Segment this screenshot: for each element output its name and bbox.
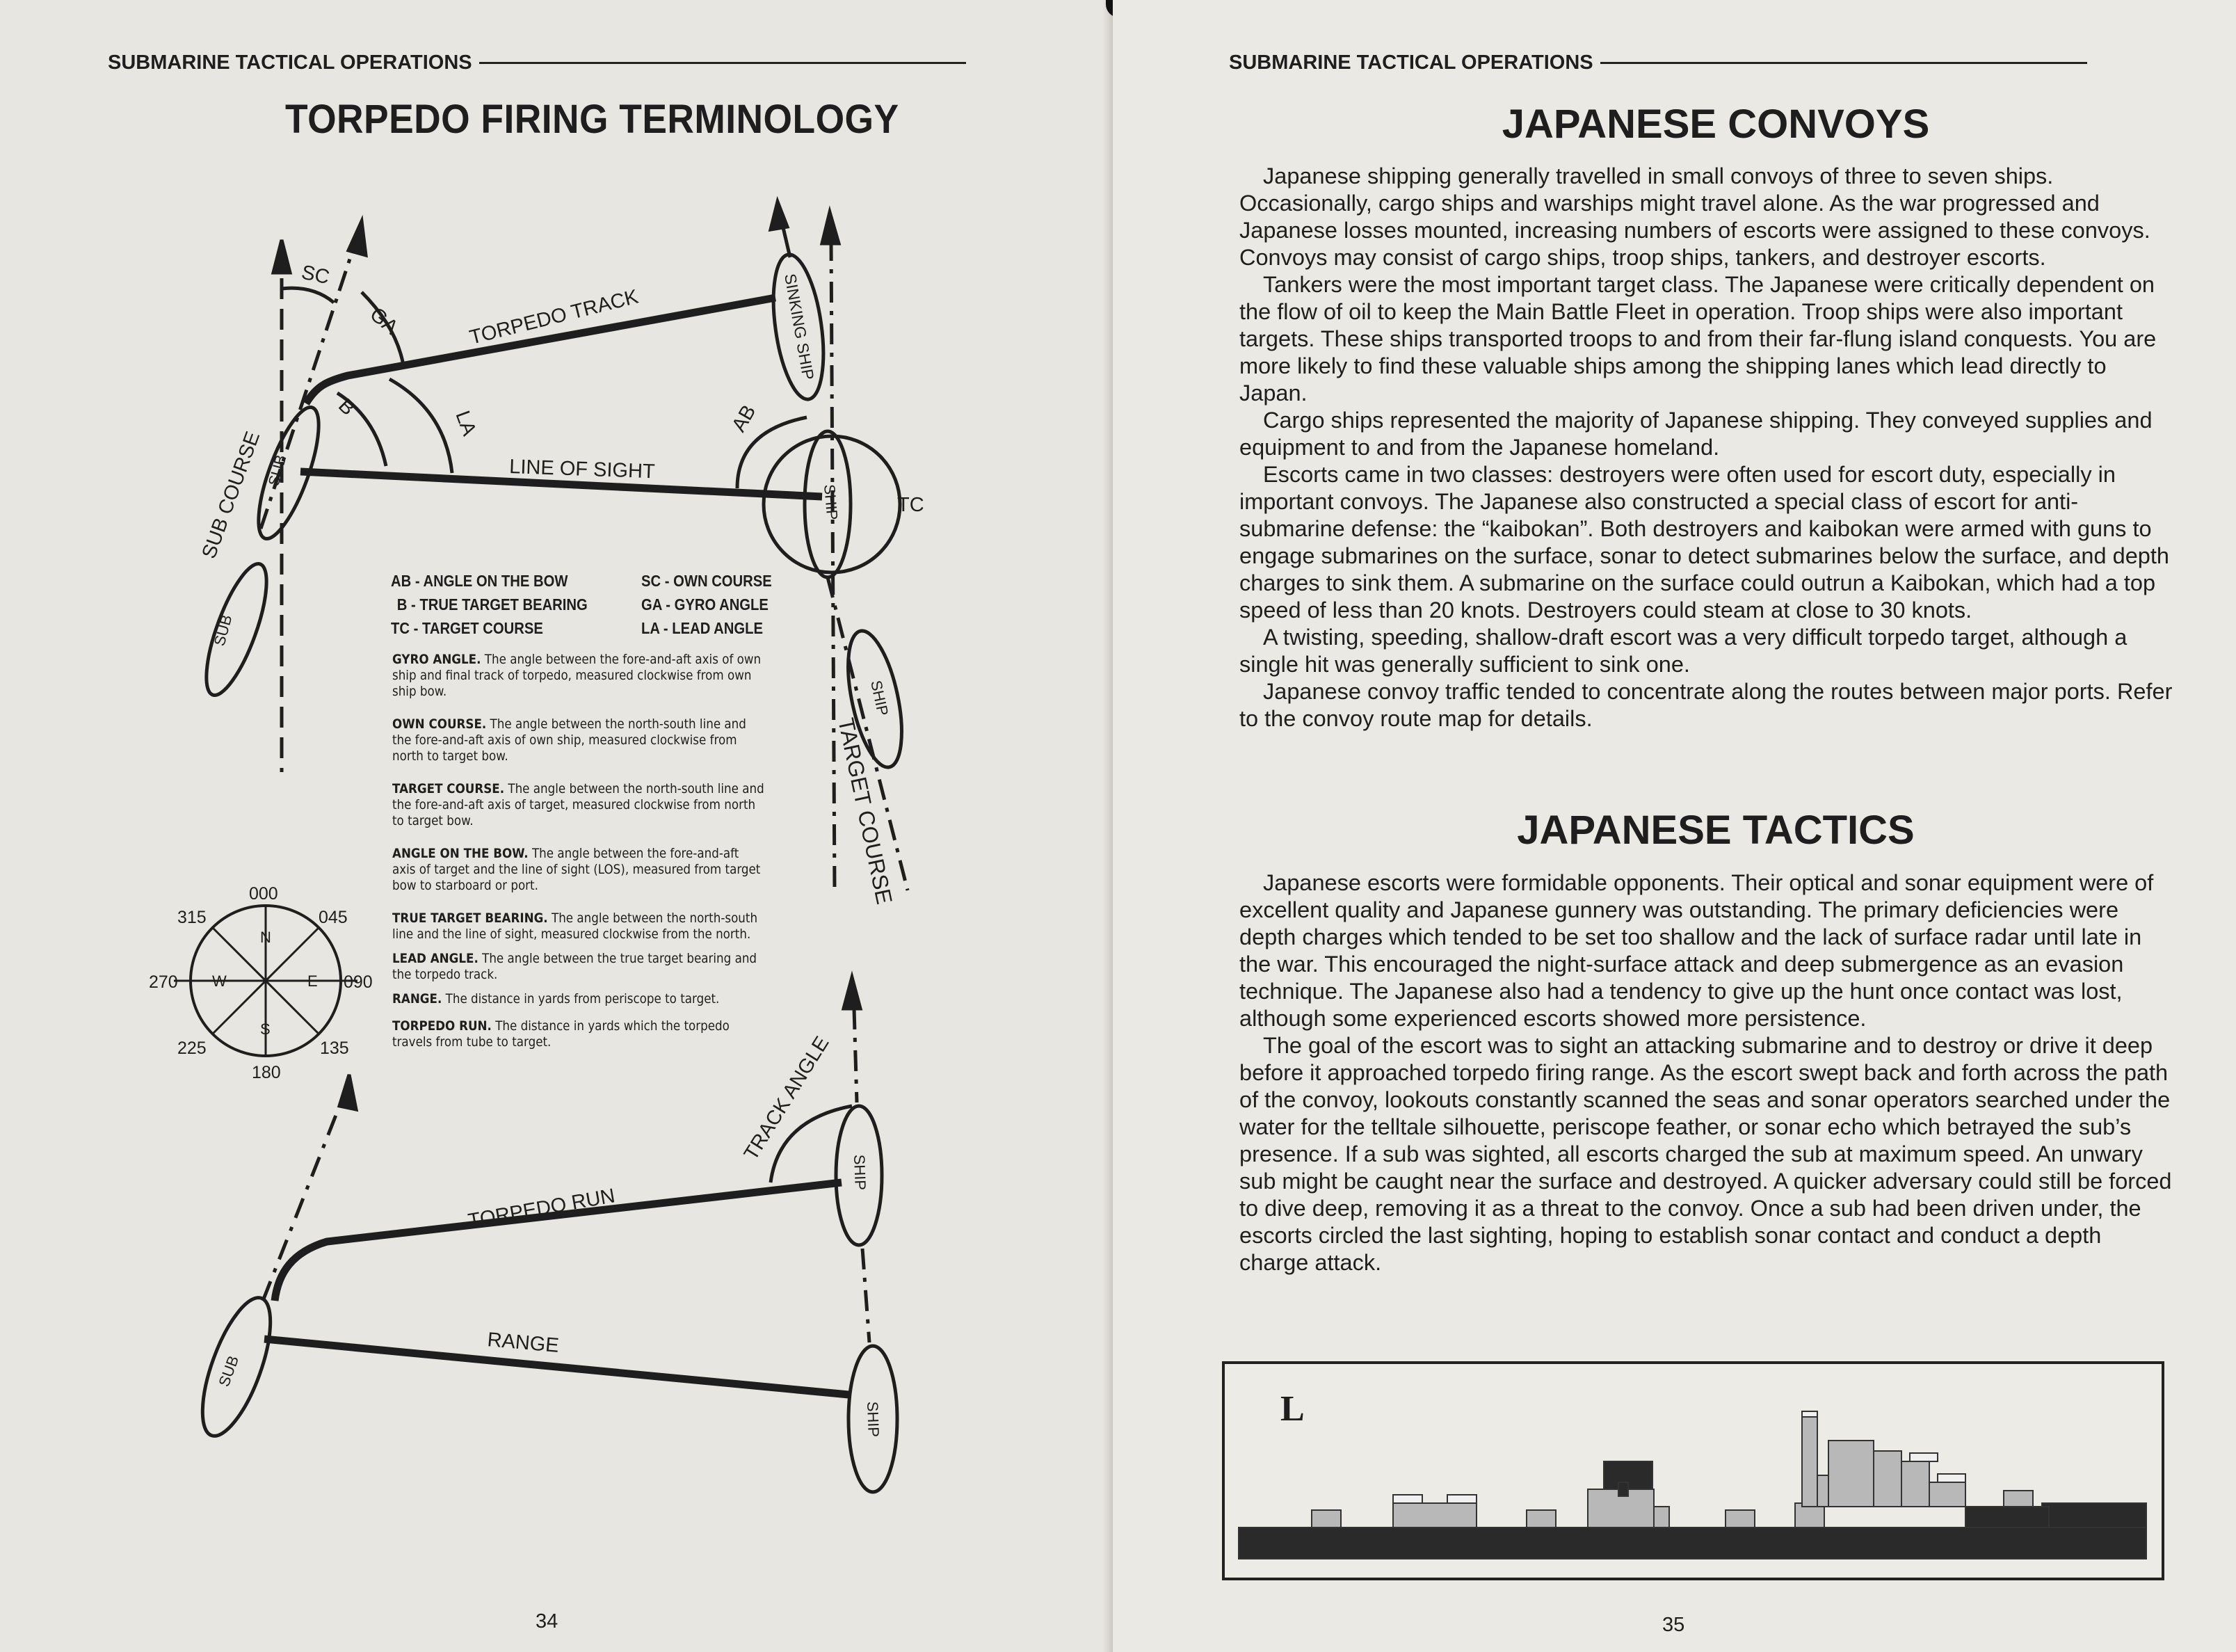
definitions-list: [392, 652, 766, 1067]
la-arc: [389, 379, 452, 473]
mast-top: [1802, 1411, 1817, 1417]
label-line-of-sight: LINE OF SIGHT: [508, 456, 656, 483]
superstructure-step: [1874, 1451, 1901, 1507]
compass-315: 315: [177, 908, 207, 927]
aft-house: [1929, 1482, 1965, 1507]
convoys-body: [1239, 163, 2175, 732]
abbr-ga: GA - GYRO ANGLE: [641, 595, 769, 614]
label-ship-3: SHIP: [851, 1154, 869, 1191]
def-true-target-bearing: TRUE TARGET BEARING. The angle between the north-south line and the line of sight, measured clockwise from the north.: [392, 911, 758, 942]
compass-225: 225: [177, 1038, 207, 1058]
label-track-angle: TRACK ANGLE: [739, 1032, 834, 1164]
hull: [1239, 1527, 2146, 1559]
convoys-paragraph: Japanese shipping generally travelled in small convoys of three to seven ships. Occasionally, cargo ships and warships might travel alone. As the war progressed and Japanese losses mounted, increasing numbers of escorts were assigned to these convoys. Convoys may consist of cargo ships, troop ships, tankers, and destroyer escorts.: [1239, 163, 2150, 270]
label-torpedo-track: TORPEDO TRACK: [467, 285, 641, 349]
compass-w: W: [212, 972, 227, 990]
abbr-ab: AB - ANGLE ON THE BOW: [391, 572, 568, 590]
def-target-course: TARGET COURSE. The angle between the north-south line and the fore-and-aft axis of target, measured clockwise from north to target bow.: [392, 781, 764, 828]
convoys-paragraph: Escorts came in two classes: destroyers were often used for escort duty, especially in important convoys. The Japanese also constructed a special class of escort for anti-submarine defense: the “kaibokan”. Both destroyers and kaibokan were armed with guns to engage submarines on the surface, sonar to detect submarines below the surface, and depth charges to sink them. A submarine on the surface could outrun a Kaibokan, which had a top speed of less than 20 knots. Destroyers could steam at close to 30 knots.: [1239, 462, 2169, 623]
lower-ship-course: [854, 1009, 857, 1102]
aft-deck: [1965, 1507, 2049, 1527]
stern-deck: [2042, 1503, 2146, 1527]
bridge-step: [1654, 1507, 1669, 1527]
compass-e: E: [307, 972, 318, 990]
label-sub-course: SUB COURSE: [198, 428, 265, 562]
silhouette-label: L: [1280, 1389, 1305, 1429]
label-ship-2: SHIP: [867, 678, 892, 718]
lower-ship-course-arrow: [844, 977, 860, 1009]
aft-turret: [1726, 1510, 1755, 1527]
label-b: B: [334, 394, 360, 420]
compass-180: 180: [252, 1063, 281, 1082]
abbr-sc: SC - OWN COURSE: [641, 572, 772, 590]
gun-top-2: [1447, 1495, 1477, 1503]
left-page: [0, 0, 1113, 1652]
label-ship-4: SHIP: [864, 1401, 883, 1438]
compass-045: 045: [319, 908, 348, 927]
compass-000: 000: [249, 884, 278, 904]
convoys-paragraph: Cargo ships represented the majority of Japanese shipping. They conveyed supplies and equipment to and from the Japanese homeland.: [1239, 408, 2153, 460]
label-sub-bottom: SUB: [215, 1353, 243, 1389]
compass-270: 270: [149, 972, 178, 992]
mid-turret: [1527, 1510, 1556, 1527]
sinking-ship-arrow: [771, 202, 787, 230]
lower-sub-heading-arrow: [339, 1075, 356, 1109]
label-la: LA: [451, 408, 481, 439]
gun-mount: [1393, 1503, 1477, 1527]
section-title-convoys: JAPANESE CONVOYS: [1502, 102, 1930, 147]
def-torpedo-run: TORPEDO RUN. The distance in yards which the torpedo travels from tube to target.: [392, 1018, 730, 1050]
mast: [1802, 1416, 1817, 1507]
left-page-title: TORPEDO FIRING TERMINOLOGY: [285, 97, 899, 142]
right-running-header: [1229, 51, 2087, 74]
left-page-number: 34: [536, 1610, 558, 1633]
convoys-paragraph: Japanese convoy traffic tended to concentrate along the routes between major ports. Refer to the convoy route map for details.: [1239, 679, 2173, 731]
tactics-body: [1239, 869, 2175, 1276]
label-tc: TC: [897, 494, 924, 516]
superstructure-step-2: [1901, 1461, 1929, 1507]
def-gyro-angle: GYRO ANGLE. The angle between the fore-and-aft axis of own ship and final track of torpedo, measured clockwise from own ship bow.: [392, 652, 762, 699]
lower-ship-path: [862, 1249, 869, 1342]
target-course-line: [831, 240, 835, 890]
label-range: RANGE: [486, 1329, 560, 1357]
tactics-paragraph: Japanese escorts were formidable opponents. Their optical and sonar equipment were of excellent quality and Japanese gunnery was outstanding. The primary deficiencies were depth charges which tended to be set too shallow and the lack of surface radar until late in the war. This encouraged the night-surface attack and deep submergence as an evasion technique. The Japanese also had a tendency to give up the hunt once contact was lost, although some experienced escorts showed more persistence.: [1239, 870, 2154, 1031]
abbr-la: LA - LEAD ANGLE: [641, 619, 764, 637]
label-sinking-ship: SINKING SHIP: [781, 272, 818, 382]
convoys-paragraph: Tankers were the most important target class. The Japanese were critically dependent on the flow of oil to keep the Main Battle Fleet in operation. Troop ships were also important targets. These ships transported troops to and from their far-flung island conquests. You are more likely to find these valuable ships among the shipping lanes which lead directly to Japan.: [1239, 272, 2157, 406]
sc-arc: [282, 288, 334, 303]
sub-hull-lower: [194, 557, 278, 701]
convoys-paragraph: A twisting, speeding, shallow-draft escort was a very difficult torpedo target, although a single hit was generally sufficient to sink one.: [1239, 625, 2128, 677]
def-lead-angle: LEAD ANGLE. The angle between the true target bearing and the torpedo track.: [392, 951, 757, 982]
section-title-tactics: JAPANESE TACTICS: [1517, 808, 1915, 853]
compass-n: N: [260, 929, 271, 946]
aft-platform: [1938, 1474, 1965, 1482]
platform: [1910, 1453, 1938, 1461]
label-target-course: TARGET COURSE: [833, 715, 898, 907]
right-header-rule: [1600, 62, 2087, 64]
abbreviations-right: [641, 569, 772, 640]
bridge-window: [1618, 1482, 1628, 1496]
right-header-text: SUBMARINE TACTICAL OPERATIONS: [1229, 51, 1593, 74]
right-page-number: 35: [1662, 1614, 1685, 1636]
def-angle-on-bow: ANGLE ON THE BOW. The angle between the fore-and-aft axis of target and the line of sight (LOS), measured from target bow to starboard or port.: [392, 846, 761, 893]
stern-turret: [2004, 1491, 2033, 1507]
ship-silhouette-svg: [1225, 1364, 2162, 1578]
fore-turret: [1312, 1510, 1341, 1527]
def-own-course: OWN COURSE. The angle between the north-south line and the fore-and-aft axis of own ship, measured clockwise from north to target bow.: [392, 716, 746, 764]
label-torpedo-run: TORPEDO RUN: [466, 1185, 617, 1233]
left-header-text: SUBMARINE TACTICAL OPERATIONS: [108, 51, 472, 74]
abbr-tc: TC - TARGET COURSE: [391, 619, 543, 637]
compass-090: 090: [344, 972, 373, 992]
label-ga: GA: [365, 303, 403, 339]
label-sub-upper: SUB: [264, 453, 290, 488]
label-ab: AB: [727, 401, 761, 436]
def-range: RANGE. The distance in yards from periscope to target.: [392, 991, 720, 1007]
abbreviations-left: [391, 569, 588, 640]
superstructure: [1828, 1441, 1874, 1507]
label-ship: SHIP: [821, 483, 842, 521]
label-sc: SC: [299, 261, 332, 289]
tactics-paragraph: The goal of the escort was to sight an attacking submarine and to destroy or drive it deep before it approached torpedo firing range. As the escort swept back and forth across the path of the convoy, lookouts constantly scanned the seas and sonar operators searched under the water for the telltale silhouette, periscope feather, or sonar echo which betrayed the sub’s presence. If a sub was sighted, all escorts charged the sub at maximum speed. An unwary sub might be caught near the surface and destroyed. A quicker adversary could still be forced to dive deep, removing it as a threat to the convoy. Once a sub had been driven under, the escorts circled the last sighting, hoping to establish sonar contact and conduct a depth charge attack.: [1239, 1033, 2172, 1275]
ship-silhouette-panel: [1222, 1361, 2164, 1580]
north-arrow-head: [273, 240, 290, 273]
lower-sub-heading-line: [263, 1085, 348, 1301]
label-sub-lower: SUB: [210, 613, 236, 648]
sub-heading-arrow: [348, 221, 366, 255]
gun-top-1: [1393, 1495, 1422, 1503]
compass-s: S: [260, 1020, 271, 1038]
abbr-b: B - TRUE TARGET BEARING: [396, 595, 588, 614]
compass-135: 135: [320, 1038, 349, 1058]
target-course-arrow: [822, 212, 839, 243]
